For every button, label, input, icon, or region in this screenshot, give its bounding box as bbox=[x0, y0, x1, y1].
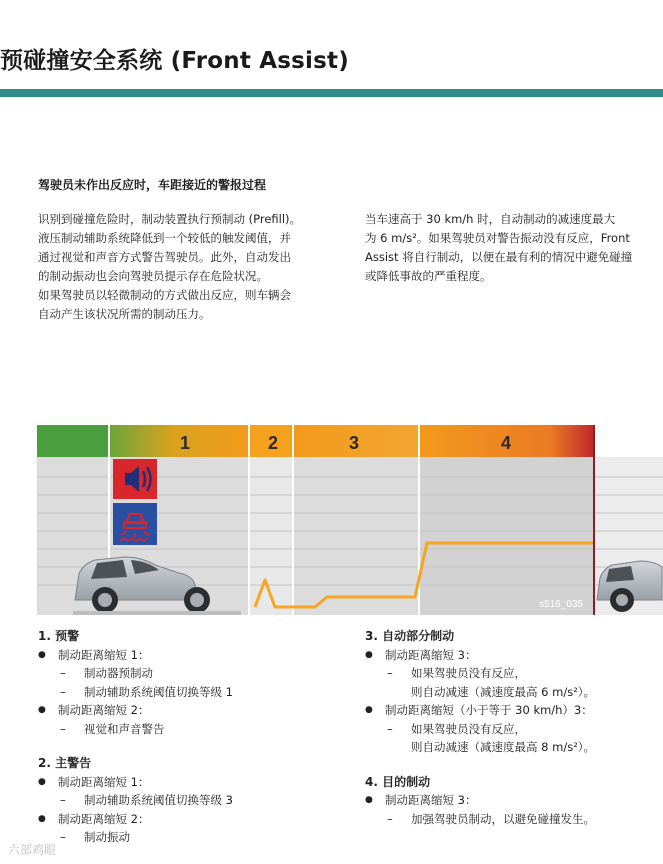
list-item: ● 制动距离缩短 3： bbox=[365, 646, 663, 665]
watermark: 六部鸡眼 bbox=[8, 843, 57, 857]
phase-label-3: 3 bbox=[348, 433, 360, 453]
phase-label-2: 2 bbox=[267, 433, 279, 453]
collision-warning-icon bbox=[113, 503, 157, 545]
list-sub-item: – 加强驾驶员制动，以避免碰撞发生。 bbox=[365, 810, 663, 829]
phase-bar-green bbox=[37, 425, 109, 457]
stage-title: 4. 目的制动 bbox=[365, 774, 431, 789]
stage-title: 1. 预警 bbox=[38, 629, 80, 643]
stage-title: 2. 主警告 bbox=[38, 756, 92, 770]
list-item: ● 制动距离缩短 2： bbox=[38, 701, 358, 720]
stage-list-left bbox=[38, 627, 358, 847]
phase-label-1: 1 bbox=[179, 433, 191, 453]
figure-code: s516_035 bbox=[539, 599, 583, 610]
list-sub-item: – 视觉和声音警告 bbox=[38, 720, 358, 739]
list-sub-item: – 如果驾驶员没有反应， bbox=[365, 664, 663, 683]
title-divider-bar bbox=[0, 89, 663, 97]
page-title: 预碰撞安全系统 (Front Assist) bbox=[0, 48, 349, 74]
left-paragraph-line: 的制动振动也会向驾驶员提示存在危险状况。 bbox=[38, 269, 268, 283]
list-item: ● 制动距离缩短 2： bbox=[38, 810, 358, 829]
phase-label-4: 4 bbox=[500, 433, 512, 453]
left-paragraph bbox=[38, 210, 338, 324]
stage-list-right bbox=[365, 627, 663, 828]
list-item: ● 制动距离缩短 1： bbox=[38, 646, 358, 665]
left-paragraph-line: 液压制动辅助系统降低到一个较低的触发阈值，并 bbox=[38, 231, 291, 245]
list-item: ● 制动距离缩短 3： bbox=[365, 791, 663, 810]
right-paragraph-line: 或降低事故的严重程度。 bbox=[365, 269, 492, 283]
list-sub-item-continuation: 则自动减速（减速度最高 6 m/s²）。 bbox=[411, 684, 596, 699]
left-paragraph-line: 识别到碰撞危险时，制动装置执行预制动 (Prefill)。 bbox=[38, 212, 302, 226]
list-item: ● 制动距离缩短（小于等于 30 km/h）3： bbox=[365, 701, 663, 720]
speaker-warning-icon bbox=[113, 459, 157, 499]
left-paragraph-line: 通过视觉和声音方式警告驾驶员。此外，自动发出 bbox=[38, 250, 291, 264]
right-paragraph bbox=[365, 210, 657, 286]
list-sub-item-continuation: 则自动减速（减速度最高 8 m/s²）。 bbox=[411, 740, 596, 754]
right-paragraph-line: 为 6 m/s²。如果驾驶员对警告振动没有反应，Front bbox=[365, 231, 630, 245]
section-heading: 驾驶员未作出反应时，车距接近的警报过程 bbox=[38, 178, 267, 192]
list-sub-item: – 制动振动 bbox=[38, 828, 358, 847]
warning-process-diagram bbox=[37, 425, 663, 615]
right-paragraph-line: Assist 将自行制动，以便在最有利的情况中避免碰撞 bbox=[365, 250, 633, 264]
list-sub-item: – 制动辅助系统阈值切换等级 1 bbox=[38, 683, 358, 702]
list-item: ● 制动距离缩短 1： bbox=[38, 773, 358, 792]
left-paragraph-line: 如果驾驶员以轻微制动的方式做出反应，则车辆会 bbox=[38, 288, 291, 302]
list-sub-item: – 制动器预制动 bbox=[38, 664, 358, 683]
right-paragraph-line: 当车速高于 30 km/h 时，自动制动的减速度最大 bbox=[365, 212, 616, 226]
stage-title: 3. 自动部分制动 bbox=[365, 629, 455, 643]
list-sub-item: – 如果驾驶员没有反应， bbox=[365, 720, 663, 739]
list-sub-item: – 制动辅助系统阈值切换等级 3 bbox=[38, 791, 358, 810]
left-paragraph-line: 自动产生该状况所需的制动压力。 bbox=[38, 307, 211, 321]
